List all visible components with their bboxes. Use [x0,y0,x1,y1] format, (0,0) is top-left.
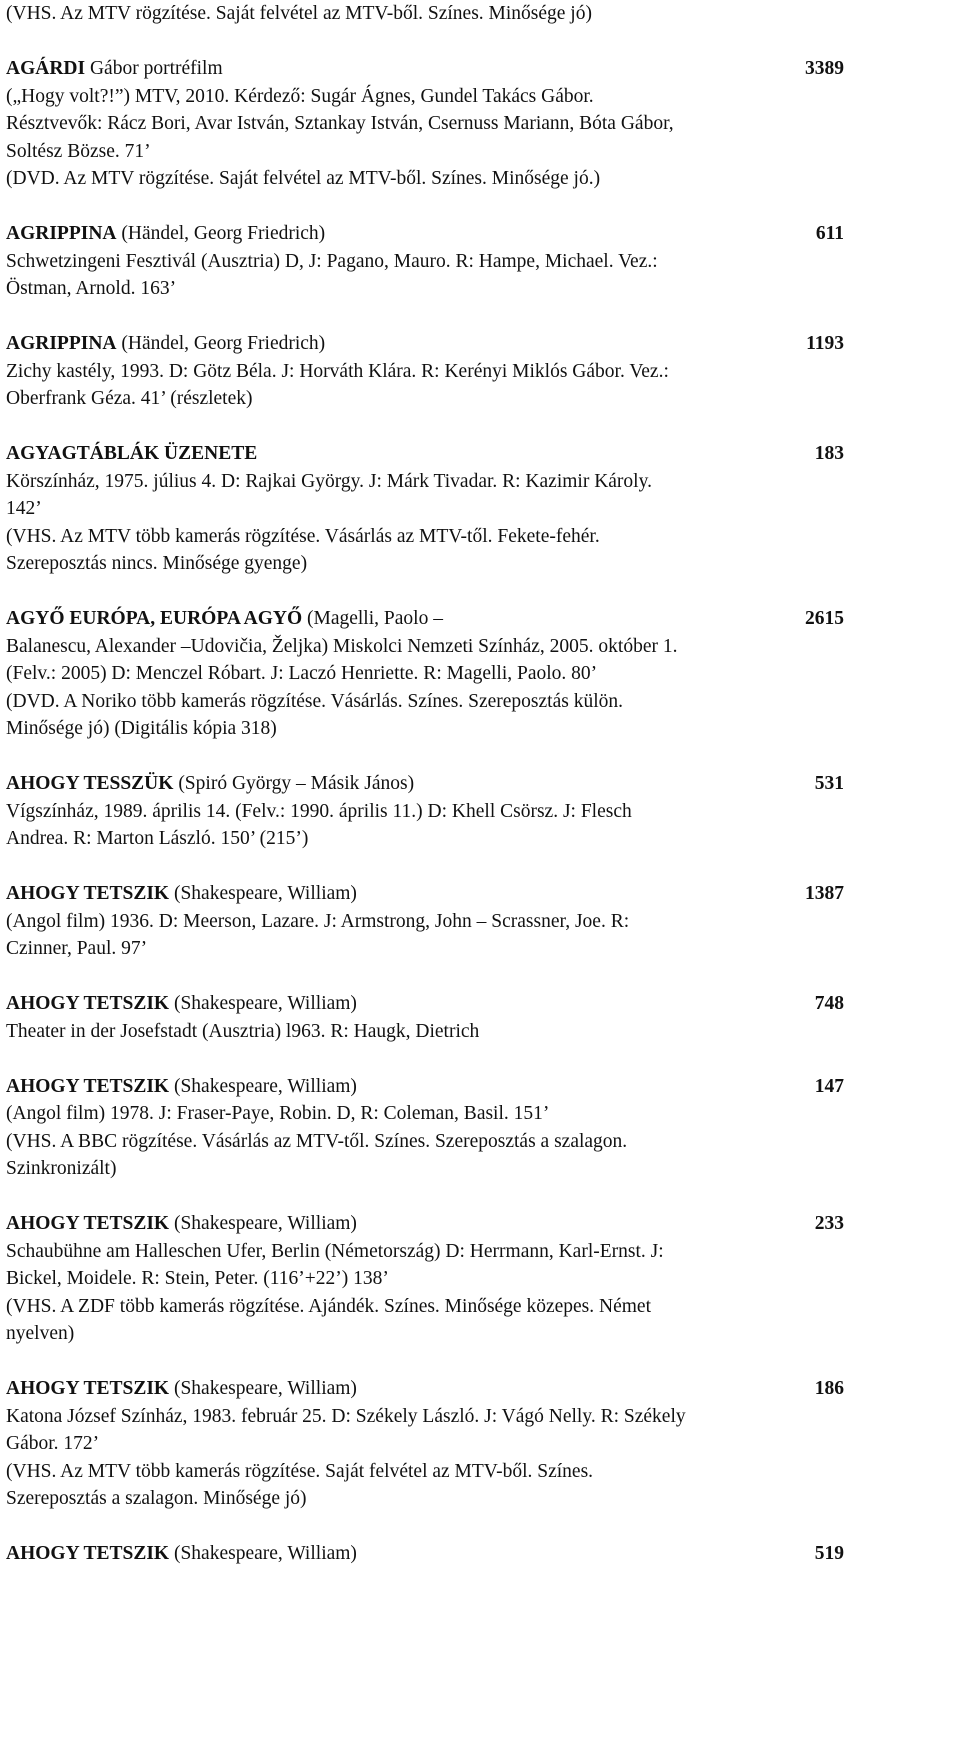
entry-detail-line: Schaubühne am Halleschen Ufer, Berlin (Németország) D: Herrmann, Karl-Ernst. J: [6,1240,664,1262]
entry-title: AGÁRDI [6,58,86,79]
catalog-entry [6,1540,844,1568]
entry-number: 519 [814,1543,844,1564]
entry-detail-line: Szereposztás nincs. Minősége gyenge) [6,553,308,574]
entry-detail-line: (Felv.: 2005) D: Menczel Róbart. J: Laczó Henriette. R: Magelli, Paolo. 80’ [6,663,598,684]
entry-heading [6,880,844,908]
catalog-entry [6,880,844,963]
entry-number: 186 [814,1378,844,1399]
entry-detail-line: Katona József Színház, 1983. február 25. D: Székely László. J: Vágó Nelly. R: Székely [6,1405,686,1427]
entry-number: 748 [814,993,844,1014]
entry-detail-line: Czinner, Paul. 97’ [6,938,148,959]
entry-detail-line: Zichy kastély, 1993. D: Götz Béla. J: Horváth Klára. R: Kerényi Miklós Gábor. Vez.: [6,360,669,382]
entry-number: 2615 [805,608,844,629]
entry-title: AGYŐ EURÓPA, EURÓPA AGYŐ [6,608,303,629]
catalog-entry [6,440,844,578]
entry-title: AHOGY TETSZIK [6,1543,170,1564]
continued-entry-note: (VHS. Az MTV rögzítése. Saját felvétel az MTV-ből. Színes. Minősége jó) [6,3,592,24]
entry-heading [6,440,844,468]
entry-number: 183 [814,443,844,464]
catalog-entry [6,990,844,1045]
entry-title: AGYAGTÁBLÁK ÜZENETE [6,443,258,464]
entry-title: AHOGY TETSZIK [6,1213,170,1234]
entry-author: (Händel, Georg Friedrich) [116,333,326,354]
entry-title: AHOGY TETSZIK [6,883,170,904]
entry-detail-line: Oberfrank Géza. 41’ (részletek) [6,388,253,409]
catalog-entry [6,605,844,743]
entry-title: AGRIPPINA [6,223,117,244]
entry-number: 3389 [805,58,844,79]
entry-detail-line: Vígszínház, 1989. április 14. (Felv.: 1990. április 11.) D: Khell Csörsz. J: Flesch [6,800,632,822]
entry-detail-line: Körszínház, 1975. július 4. D: Rajkai György. J: Márk Tivadar. R: Kazimir Károly. [6,470,652,492]
entry-detail-line: Minősége jó) (Digitális kópia 318) [6,718,277,739]
entry-heading [6,1540,844,1568]
entry-heading [6,770,844,798]
entry-author: (Shakespeare, William) [169,883,357,904]
entry-title: AGRIPPINA [6,333,117,354]
entry-title: AHOGY TETSZIK [6,1378,170,1399]
entry-detail-line: (VHS. Az MTV több kamerás rögzítése. Saját felvétel az MTV-ből. Színes. [6,1460,594,1482]
catalog-entry [6,1073,844,1183]
entry-detail-line: Szinkronizált) [6,1158,117,1179]
entry-author: (Shakespeare, William) [169,993,357,1014]
entry-heading [6,1210,844,1238]
entry-number: 147 [814,1075,844,1097]
catalog-page [6,0,844,1568]
entry-detail-line: Résztvevők: Rácz Bori, Avar István, Sztankay István, Csernuss Mariann, Bóta Gábor, [6,113,674,134]
entry-detail-line: (DVD. Az MTV rögzítése. Saját felvétel az MTV-ből. Színes. Minősége jó.) [6,168,601,189]
entry-author: (Shakespeare, William) [169,1378,357,1399]
entry-author: (Shakespeare, William) [169,1213,357,1234]
entry-detail-line: Östman, Arnold. 163’ [6,278,177,299]
entry-detail-line: (VHS. Az MTV több kamerás rögzítése. Vásárlás az MTV-től. Fekete-fehér. [6,525,600,547]
entry-detail-line: Schwetzingeni Fesztivál (Ausztria) D, J: Pagano, Mauro. R: Hampe, Michael. Vez.: [6,250,658,272]
entry-number: 1387 [805,883,844,904]
entry-author: (Magelli, Paolo – [302,608,443,629]
entry-detail-line: (Angol film) 1936. D: Meerson, Lazare. J: Armstrong, John – Scrassner, Joe. R: [6,910,630,932]
entry-detail-line: Bickel, Moidele. R: Stein, Peter. (116’+22’) 138’ [6,1268,389,1289]
entry-detail-line: Theater in der Josefstadt (Ausztria) l963. R: Haugk, Dietrich [6,1020,480,1042]
entry-heading [6,220,844,248]
entry-title: AHOGY TETSZIK [6,993,170,1014]
entry-detail-line: Balanescu, Alexander –Udovičia, Željka) Miskolci Nemzeti Színház, 2005. október 1. [6,635,678,657]
entry-author: (Shakespeare, William) [169,1075,357,1097]
entry-detail-line: nyelven) [6,1323,75,1344]
entry-heading [6,1375,844,1403]
entry-title: AHOGY TETSZIK [6,1075,170,1097]
entry-heading [6,330,844,358]
entry-detail-line: (VHS. A BBC rögzítése. Vásárlás az MTV-től. Színes. Szereposztás a szalagon. [6,1130,628,1152]
entry-number: 233 [814,1213,844,1234]
entry-detail-line: Andrea. R: Marton László. 150’ (215’) [6,828,309,849]
entry-list [6,55,844,1568]
entry-detail-line: Szereposztás a szalagon. Minősége jó) [6,1488,307,1509]
catalog-entry [6,220,844,303]
entry-heading [6,605,844,633]
entry-heading [6,55,844,83]
entry-detail-line: 142’ [6,498,42,519]
entry-detail-line: Gábor. 172’ [6,1433,100,1454]
entry-heading [6,1073,844,1101]
catalog-entry [6,1375,844,1513]
entry-heading [6,990,844,1018]
entry-detail-line: („Hogy volt?!”) MTV, 2010. Kérdező: Sugár Ágnes, Gundel Takács Gábor. [6,85,594,107]
catalog-entry [6,55,844,193]
entry-number: 611 [815,223,844,244]
entry-author: (Händel, Georg Friedrich) [116,223,326,244]
entry-detail-line: (VHS. A ZDF több kamerás rögzítése. Ajándék. Színes. Minősége közepes. Német [6,1295,651,1317]
entry-number: 531 [814,773,844,794]
catalog-entry [6,770,844,853]
catalog-entry [6,1210,844,1348]
entry-author: Gábor portréfilm [85,58,223,79]
entry-detail-line: (DVD. A Noriko több kamerás rögzítése. Vásárlás. Színes. Szereposztás külön. [6,690,624,712]
catalog-entry [6,330,844,413]
entry-detail-line: Soltész Bözse. 71’ [6,140,151,162]
entry-title: AHOGY TESSZÜK [6,773,174,794]
entry-number: 1193 [806,333,844,354]
entry-author: (Spiró György – Másik János) [173,773,415,794]
entry-detail-line: (Angol film) 1978. J: Fraser-Paye, Robin. D, R: Coleman, Basil. 151’ [6,1103,550,1124]
entry-author: (Shakespeare, William) [169,1543,357,1564]
